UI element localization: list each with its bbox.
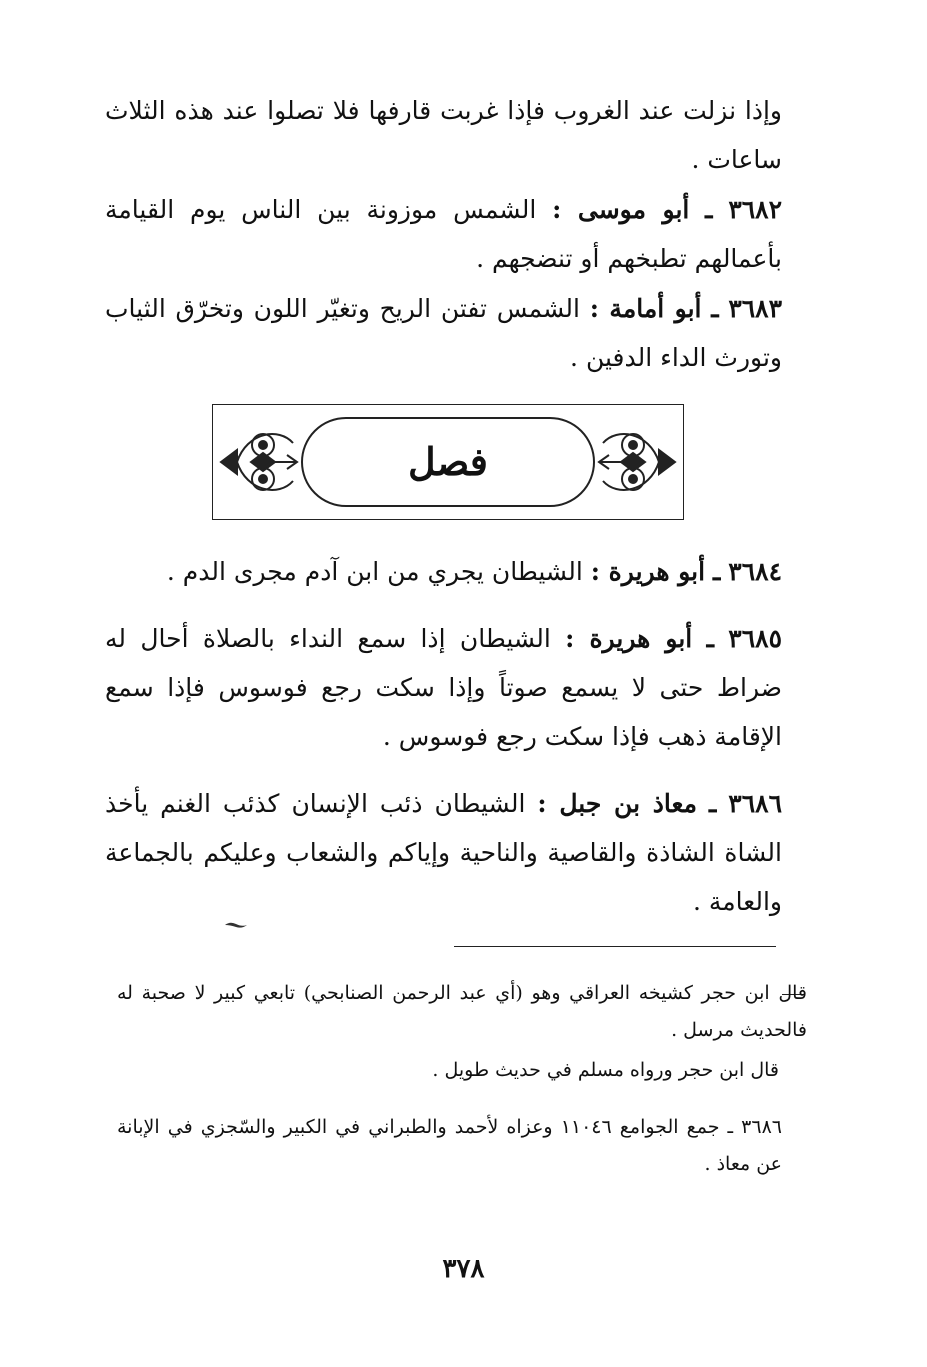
hadith-text: الشمس تفتن الريح وتغيّر اللون وتخرّق الثياب وتورث الداء الدفين . [105,294,782,372]
hadith-number: ٣٦٨٦ [728,789,783,818]
dash: ـ [705,195,713,224]
hadith-3685 [105,614,782,761]
page-number: ٣٧٨ [442,1254,485,1284]
arabesque-ornament-icon [593,417,679,507]
hadith-number: ٣٦٨٣ [728,294,783,323]
hadith-3684 [105,547,782,596]
paragraph-continuation [105,86,782,184]
section-heading-cartouche [301,417,595,507]
dash: ـ [713,557,721,586]
dash: ـ [708,789,717,818]
footnote-3 [117,1109,782,1183]
hadith-narrator: أبو موسى : [552,195,690,224]
hadith-3686 [105,779,782,926]
section-heading: فصل [408,439,488,484]
hadith-number: ٣٦٨٥ [728,624,782,653]
dash: ـ [711,294,719,323]
paragraph-text: وإذا نزلت عند الغروب فإذا غربت قارفها فلا تصلوا عند هذه الثلاث ساعات . [105,96,782,174]
footnote-text: ٣٦٨٦ ـ جمع الجوامع ١١٠٤٦ وعزاه لأحمد والطبراني في الكبير والسّجزي في الإبانة عن معاذ . [117,1116,782,1175]
hadith-3683 [105,284,782,382]
hadith-text: الشمس موزونة بين الناس يوم القيامة بأعمالهم تطبخهم أو تنضجهم . [105,195,782,273]
section-heading-frame [212,404,684,520]
hadith-narrator: أبو أمامة : [589,294,702,323]
dash: ـ [706,624,714,653]
hadith-3682 [105,185,782,283]
footnote-1 [117,975,807,1049]
hadith-narrator: أبو هريرة : [565,624,693,653]
footnote-2 [179,1052,779,1089]
hadith-text: الشيطان يجري من ابن آدم مجرى الدم . [166,557,583,586]
hadith-text: الشيطان إذا سمع النداء بالصلاة أحال له ضراط حتى لا يسمع صوتاً وإذا سكت رجع فوسوس فإذا سمع الإقامة ذهب فإذا سكت رجع فوسوس . [105,624,782,751]
hadith-text: الشيطان ذئب الإنسان كذئب الغنم يأخذ الشاة الشاذة والقاصية والناحية وإياكم والشعاب وعليكم بالجماعة والعامة . [105,789,782,916]
hadith-narrator: أبو هريرة : [590,557,706,586]
footnote-text: قال ابن حجر ورواه مسلم في حديث طويل . [432,1059,779,1081]
footnote-divider [454,946,776,947]
ink-smudge-icon [224,920,248,930]
hadith-number: ٣٦٨٢ [728,195,783,224]
hadith-narrator: معاذ بن جبل : [537,789,697,818]
arabesque-ornament-icon [217,417,303,507]
footnote-text: قال ابن حجر كشيخه العراقي وهو (أي عبد الرحمن الصنابحي) تابعي كبير لا صحبة له فالحديث مرسل . [117,982,807,1041]
hadith-number: ٣٦٨٤ [728,557,782,586]
